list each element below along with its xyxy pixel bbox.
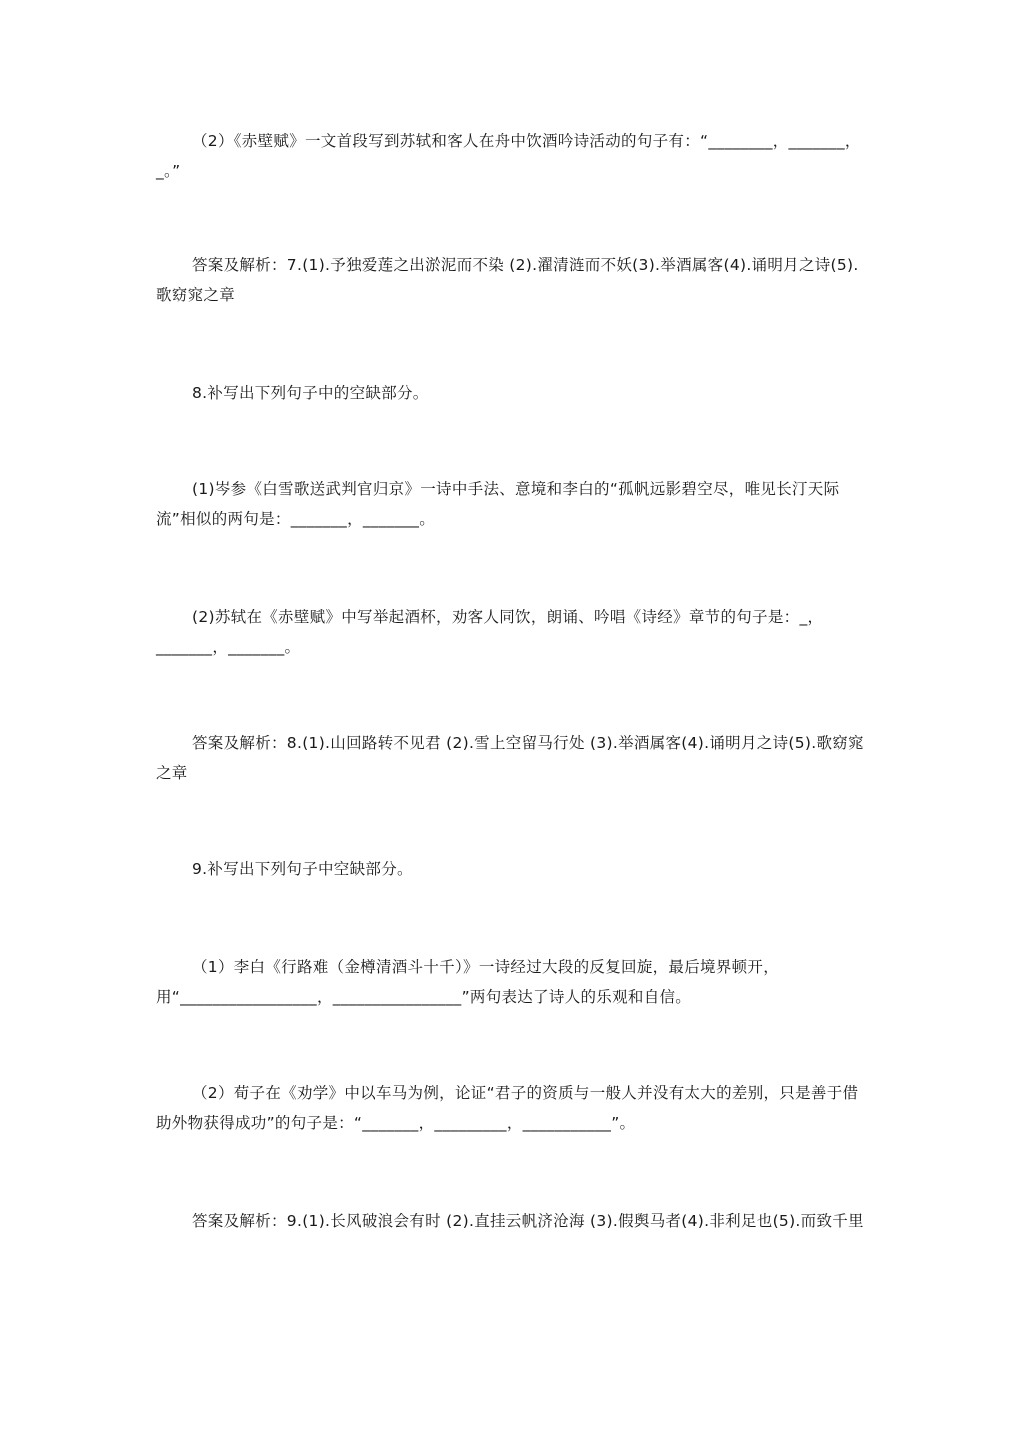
answer-9: 答案及解析：9.(1).长风破浪会有时 (2).直挂云帆济沧海 (3).假舆马者(4).非利足也(5).而致千里 [192, 1212, 864, 1230]
answer-7: 答案及解析：7.(1).予独爱莲之出淤泥而不染 (2).濯清涟而不妖(3).举酒属客(4).诵明月之诗(5).歌窈窕之章 [156, 256, 859, 304]
question-8-part-1: (1)岑参《白雪歌送武判官归京》一诗中手法、意境和李白的“孤帆远影碧空尽，唯见长汀天际流”相似的两句是：_______，_______。 [156, 480, 840, 528]
question-9-heading: 9.补写出下列句子中空缺部分。 [192, 860, 413, 878]
question-9-part-1: （1）李白《行路难（金樽清酒斗十千）》一诗经过大段的反复回旋，最后境界顿开，用“_________________，________________”两句表达了诗人的乐观和自信。 [156, 958, 780, 1006]
question-8-part-2: (2)苏轼在《赤壁赋》中写举起酒杯，劝客人同饮，朗诵、吟唱《诗经》章节的句子是：_，_______，_______。 [156, 608, 824, 656]
question-8-heading: 8.补写出下列句子中的空缺部分。 [192, 384, 429, 402]
question-7-part-2: （2）《赤壁赋》一文首段写到苏轼和客人在舟中饮酒吟诗活动的句子有：“________，_______，_。” [156, 132, 861, 180]
question-9-part-2: （2）荀子在《劝学》中以车马为例，论证“君子的资质与一般人并没有太大的差别，只是善于借助外物获得成功”的句子是：“_______，_________，___________”。 [156, 1084, 859, 1132]
answer-8: 答案及解析：8.(1).山回路转不见君 (2).雪上空留马行处 (3).举酒属客(4).诵明月之诗(5).歌窈窕之章 [156, 734, 864, 782]
